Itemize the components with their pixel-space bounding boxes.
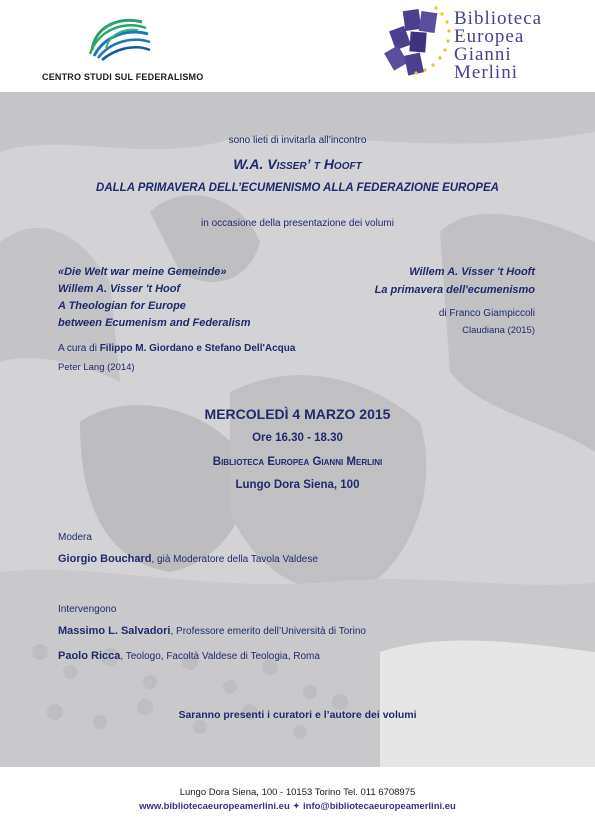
event-address: Lungo Dora Siena, 100 bbox=[235, 479, 360, 491]
book-left-title: «Die Welt war meine Gemeinde» bbox=[58, 266, 227, 278]
book-right-publisher: Claudiana (2015) bbox=[462, 325, 535, 336]
footer bbox=[0, 767, 595, 817]
invite-intro: sono lieti di invitarla all’incontro bbox=[228, 135, 367, 146]
speaker-2-line bbox=[58, 650, 320, 662]
biblioteca-line2: Europea bbox=[454, 26, 525, 47]
event-subtitle: DALLA PRIMAVERA DELL’ECUMENISMO ALLA FEDERAZIONE EUROPEA bbox=[96, 182, 499, 194]
event-title: W.A. Visser’ t Hooft bbox=[233, 156, 362, 172]
editors-names: Filippo M. Giordano e Stefano Dell'Acqua bbox=[99, 343, 296, 354]
book-left-subtitle2: between Ecumenism and Federalism bbox=[58, 317, 251, 329]
book-right-title: La primavera dell'ecumenismo bbox=[374, 284, 535, 296]
biblioteca-line3: Gianni bbox=[454, 44, 512, 65]
moderator-heading: Modera bbox=[58, 532, 92, 543]
speaker-2-role: , Teologo, Facoltà Valdese di Teologia, Roma bbox=[120, 651, 320, 662]
website-link[interactable]: www.bibliotecaeuropeamerlini.eu bbox=[139, 801, 290, 812]
book-right-writer: di Franco Giampiccoli bbox=[438, 308, 535, 319]
biblioteca-line1: Biblioteca bbox=[454, 8, 543, 29]
speakers-heading: Intervengono bbox=[58, 604, 117, 615]
biblioteca-line4: Merlini bbox=[454, 62, 518, 83]
speaker-2-name: Paolo Ricca bbox=[58, 650, 121, 662]
globe-swoosh-icon bbox=[40, 8, 200, 68]
book-fan-icon bbox=[384, 6, 454, 86]
event-time: Ore 16.30 - 18.30 bbox=[252, 432, 343, 444]
event-date: MERCOLEDÌ 4 MARZO 2015 bbox=[204, 406, 391, 422]
speaker-1-role: , Professore emerito dell’Università di Torino bbox=[170, 626, 366, 637]
book-right-author: Willem A. Visser 't Hooft bbox=[409, 266, 535, 278]
footer-contacts bbox=[0, 801, 595, 812]
book-left-author: Willem A. Visser 't Hoof bbox=[58, 283, 181, 295]
event-venue: Biblioteca Europea Gianni Merlini bbox=[212, 456, 383, 468]
speaker-1-line bbox=[58, 625, 366, 637]
biblioteca-logo bbox=[384, 6, 584, 90]
closing-note: Saranno presenti i curatori e l’autore dei volumi bbox=[178, 709, 417, 721]
moderator-name: Giorgio Bouchard bbox=[58, 553, 152, 565]
editors-prefix: A cura di bbox=[58, 343, 100, 354]
occasion-text: in occasione della presentazione dei volumi bbox=[201, 218, 394, 229]
header bbox=[0, 0, 595, 92]
moderator-role: , già Moderatore della Tavola Valdese bbox=[151, 554, 318, 565]
separator-icon: ✦ bbox=[292, 801, 301, 812]
speaker-1-name: Massimo L. Salvadori bbox=[58, 625, 171, 637]
book-left-editors bbox=[58, 343, 295, 354]
footer-address: Lungo Dora Siena, 100 - 10153 Torino Tel. 011 6708975 bbox=[179, 787, 416, 798]
moderator-line bbox=[58, 553, 318, 565]
book-left-publisher: Peter Lang (2014) bbox=[58, 362, 135, 373]
centro-studi-name: CENTRO STUDI SUL FEDERALISMO bbox=[42, 72, 204, 82]
email-link[interactable]: info@bibliotecaeuropeamerlini.eu bbox=[303, 801, 456, 812]
book-left-subtitle: A Theologian for Europe bbox=[58, 300, 186, 312]
centro-studi-logo bbox=[40, 8, 204, 82]
